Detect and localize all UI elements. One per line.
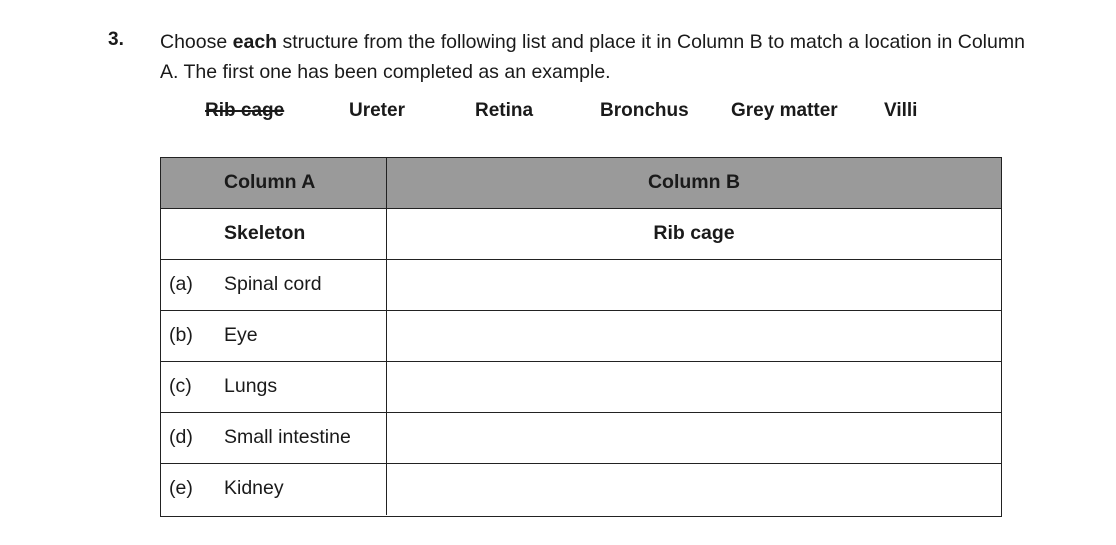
question-text [160,27,1040,87]
example-answer: Rib cage [653,222,735,244]
row-label: (a) [169,273,193,295]
answer-cell[interactable] [387,311,1001,361]
word-villi: Villi [884,100,918,121]
example-cell-a [161,209,387,259]
header-column-a: Column A [224,171,316,193]
row-label: (c) [169,375,192,397]
table-header-row [161,158,1001,209]
word-bronchus: Bronchus [600,100,689,121]
structure-word-list [0,100,1116,126]
question-text-end: structure from the following list and place it in Column B to match a location in Column A. The first one has been completed as an example. [160,31,1025,83]
question-text-emphasis: each [232,31,278,53]
row-location: Lungs [224,375,278,397]
question-number: 3. [108,29,124,50]
word-grey-matter: Grey matter [731,100,838,121]
row-cell-a [161,362,387,412]
header-cell-a [161,158,387,208]
word-ureter: Ureter [349,100,405,121]
row-location: Kidney [224,477,284,499]
row-location: Eye [224,324,258,346]
table-row [161,413,1001,464]
row-location: Spinal cord [224,273,322,295]
row-cell-a [161,413,387,463]
word-retina: Retina [475,100,534,121]
word-rib-cage: Rib cage [205,100,285,121]
row-label: (d) [169,426,193,448]
row-location: Small intestine [224,426,351,448]
matching-table [160,157,1002,517]
example-cell-b [387,209,1001,259]
answer-cell[interactable] [387,260,1001,310]
header-cell-b [387,158,1001,208]
row-label: (e) [169,477,193,499]
row-cell-a [161,311,387,361]
row-cell-a [161,464,387,515]
row-cell-a [161,260,387,310]
example-location: Skeleton [224,222,306,244]
table-row-example [161,209,1001,260]
answer-cell[interactable] [387,362,1001,412]
question-text-start: Choose [160,31,233,53]
row-label: (b) [169,324,193,346]
table-row [161,362,1001,413]
answer-cell[interactable] [387,464,1001,515]
table-row [161,311,1001,362]
table-row [161,464,1001,515]
table-row [161,260,1001,311]
header-column-b: Column B [647,171,741,193]
answer-cell[interactable] [387,413,1001,463]
